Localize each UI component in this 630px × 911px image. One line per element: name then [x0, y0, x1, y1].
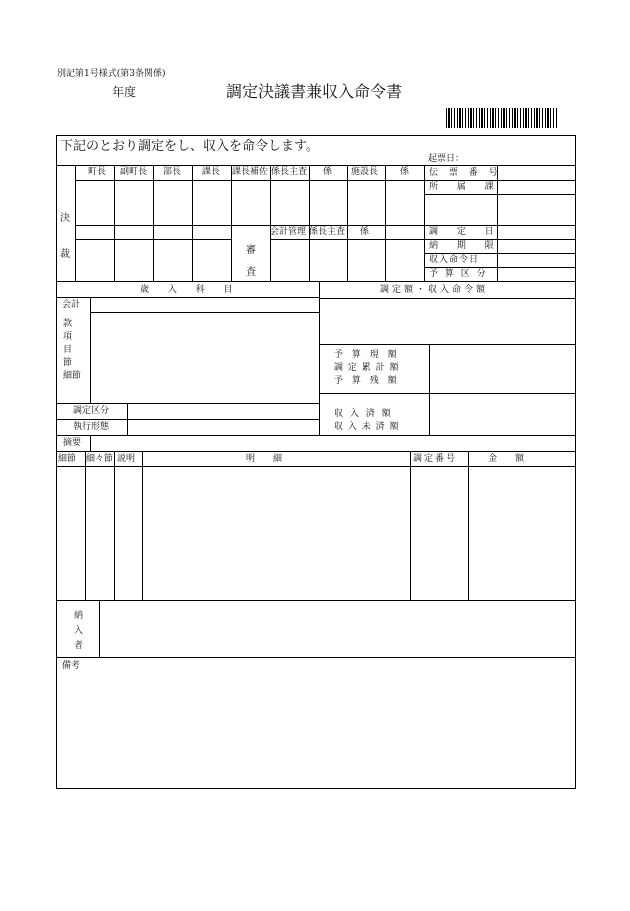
fiscal-year-label: 年度 — [112, 85, 137, 99]
shikko-keitai-label: 執行形態 — [73, 422, 110, 432]
shunyu-misumi-label: 収 入 未 済 額 — [334, 422, 400, 432]
biko-label: 備考 — [62, 661, 81, 671]
kaikei-label: 会計 — [62, 300, 81, 310]
chotei-ruikei-label: 調 定 累 計 額 — [334, 363, 400, 373]
saisaisetsu-header: 細々節 — [86, 454, 114, 464]
approval-header-kaikei-kanri: 会計管理 — [270, 227, 307, 237]
noki-gen-label: 納 期 限 — [429, 241, 502, 251]
approval-header-kakari-2: 係 — [400, 167, 410, 177]
approval-header-bucho: 部長 — [163, 167, 182, 177]
approval-header-kakari-3: 係 — [360, 227, 370, 237]
sainyu-kamoku-header: 歳 入 科 目 — [140, 285, 241, 295]
saisetsu-header: 細節 — [58, 454, 77, 464]
denpyo-bango-label: 伝 票 番 号 — [429, 168, 502, 178]
nonyusha-label: 納 入 者 — [74, 611, 84, 651]
setsumei-header: 説明 — [117, 454, 136, 464]
chotei-gaku-header: 調定額・収入命令額 — [380, 285, 489, 295]
chotei-bango-header: 調定番号 — [413, 454, 458, 464]
yosan-kubun-label: 予 算 区 分 — [429, 269, 488, 279]
approval-header-fukuchocho: 副町長 — [120, 167, 148, 177]
page-title: 調定決議書兼収入命令書 — [226, 82, 403, 101]
kamoku-levels-label: 款 項 目 節 細節 — [63, 319, 82, 381]
approval-header-kacho-hosa: 課長補佐 — [232, 167, 269, 177]
approval-header-kakaricho-shusa: 係長主査 — [271, 167, 308, 177]
approval-header-chocho: 町長 — [88, 167, 107, 177]
tekiyo-label: 摘要 — [63, 438, 82, 448]
shunyu-meirei-bi-label: 収入命令日 — [429, 255, 480, 265]
shinsa-label: 審 査 — [246, 245, 256, 278]
yosan-zangaku-label: 予 算 残 額 — [334, 376, 400, 386]
origin-date-label: 起票日： — [428, 154, 465, 164]
approval-header-kakaricho-shusa-2: 係長主査 — [309, 227, 346, 237]
approval-header-shisetsucho: 施設長 — [351, 167, 379, 177]
instruction-text: 下記のとおり調定をし、収入を命令します。 — [60, 139, 319, 154]
form-number-note: 別記第1号様式(第3条関係) — [57, 69, 166, 79]
kessai-label: 決 裁 — [60, 213, 70, 260]
shozoku-ka-label: 所 属 課 — [429, 182, 502, 192]
approval-header-kakari: 係 — [323, 167, 333, 177]
meisai-header: 明 細 — [246, 454, 283, 464]
shunyu-zumi-label: 収 入 済 額 — [334, 409, 393, 419]
chotei-kubun-label: 調定区分 — [73, 406, 110, 416]
kingaku-header: 金 額 — [488, 454, 525, 464]
chotei-bi-label: 調 定 日 — [429, 227, 502, 237]
barcode-icon — [446, 108, 558, 128]
yosan-genkaku-label: 予 算 現 額 — [334, 350, 400, 360]
approval-header-kacho: 課長 — [202, 167, 221, 177]
